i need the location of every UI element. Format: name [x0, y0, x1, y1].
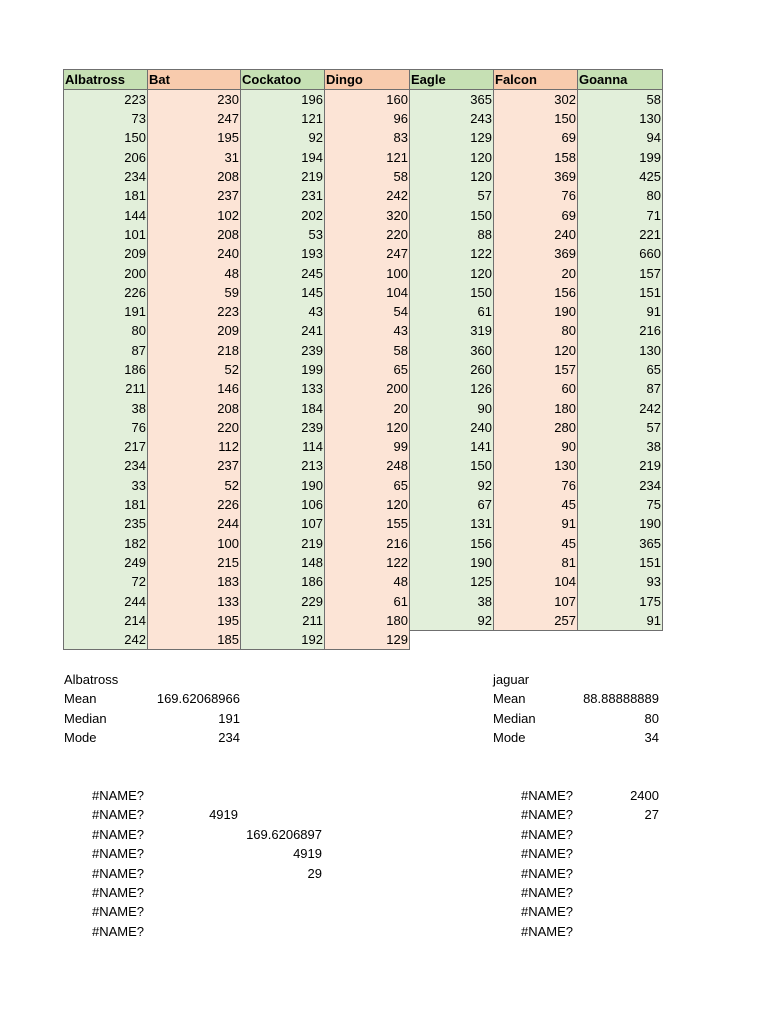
- table-cell[interactable]: 120: [325, 418, 410, 437]
- table-row: [64, 534, 663, 553]
- table-cell[interactable]: 102: [148, 205, 241, 224]
- table-cell[interactable]: 244: [148, 514, 241, 533]
- table-row: [64, 418, 663, 437]
- error-label[interactable]: #NAME?: [521, 904, 574, 920]
- table-cell[interactable]: 202: [241, 205, 325, 224]
- table-cell[interactable]: 155: [325, 514, 410, 533]
- stats-left-mode-value[interactable]: 234: [218, 730, 240, 746]
- table-cell[interactable]: 240: [494, 225, 578, 244]
- table-cell[interactable]: 240: [148, 244, 241, 263]
- table-cell[interactable]: 146: [148, 379, 241, 398]
- table-cell[interactable]: 65: [325, 360, 410, 379]
- table-cell[interactable]: 190: [494, 302, 578, 321]
- error-label[interactable]: #NAME?: [521, 826, 574, 842]
- table-cell[interactable]: 186: [241, 572, 325, 591]
- table-cell[interactable]: 219: [578, 456, 663, 475]
- table-cell[interactable]: 242: [325, 186, 410, 205]
- table-cell[interactable]: 234: [578, 476, 663, 495]
- table-cell[interactable]: 112: [148, 437, 241, 456]
- table-cell[interactable]: 239: [241, 341, 325, 360]
- stats-left-mean-value[interactable]: 169.62068966: [156, 691, 240, 707]
- table-cell[interactable]: 192: [241, 630, 325, 650]
- table-cell[interactable]: 150: [64, 128, 148, 147]
- table-cell[interactable]: 43: [241, 302, 325, 321]
- stats-left-mean-label[interactable]: Mean: [64, 691, 97, 707]
- table-cell[interactable]: 195: [148, 611, 241, 631]
- table-cell[interactable]: 75: [578, 495, 663, 514]
- stats-left-title[interactable]: Albatross: [64, 672, 119, 687]
- table-cell[interactable]: 150: [494, 109, 578, 128]
- table-cell[interactable]: 247: [148, 109, 241, 128]
- table-cell[interactable]: 121: [325, 148, 410, 167]
- table-cell[interactable]: 83: [325, 128, 410, 147]
- table-cell[interactable]: 219: [241, 534, 325, 553]
- table-cell[interactable]: 218: [148, 341, 241, 360]
- table-cell[interactable]: 129: [410, 128, 494, 147]
- table-cell[interactable]: 58: [578, 90, 663, 110]
- column-header[interactable]: Eagle: [410, 70, 494, 90]
- stats-right-title[interactable]: jaguar: [493, 672, 530, 687]
- table-cell[interactable]: 38: [64, 398, 148, 417]
- table-cell[interactable]: 221: [578, 225, 663, 244]
- table-cell[interactable]: 100: [325, 263, 410, 282]
- table-cell[interactable]: 93: [578, 572, 663, 591]
- table-cell[interactable]: 156: [410, 534, 494, 553]
- table-cell[interactable]: 130: [494, 456, 578, 475]
- table-cell[interactable]: 319: [410, 321, 494, 340]
- table-cell[interactable]: 216: [325, 534, 410, 553]
- error-label[interactable]: #NAME?: [521, 923, 574, 939]
- table-cell[interactable]: 185: [148, 630, 241, 650]
- error-row: [92, 864, 324, 883]
- table-cell[interactable]: 38: [578, 437, 663, 456]
- table-cell[interactable]: 91: [578, 611, 663, 631]
- table-cell[interactable]: 369: [494, 167, 578, 186]
- error-value[interactable]: 4919: [209, 807, 238, 823]
- table-cell[interactable]: 200: [325, 379, 410, 398]
- error-row: [92, 825, 324, 844]
- table-cell[interactable]: 100: [148, 534, 241, 553]
- table-cell[interactable]: 48: [148, 263, 241, 282]
- table-cell[interactable]: 229: [241, 591, 325, 610]
- table-row: [64, 476, 663, 495]
- table-cell[interactable]: 76: [64, 418, 148, 437]
- error-row: [92, 922, 324, 941]
- table-cell[interactable]: 231: [241, 186, 325, 205]
- table-cell[interactable]: 96: [325, 109, 410, 128]
- table-cell[interactable]: 65: [578, 360, 663, 379]
- table-cell[interactable]: 158: [494, 148, 578, 167]
- table-cell[interactable]: 184: [241, 398, 325, 417]
- table-cell[interactable]: 90: [494, 437, 578, 456]
- table-cell[interactable]: 145: [241, 283, 325, 302]
- table-cell[interactable]: 72: [64, 572, 148, 591]
- table-cell[interactable]: 150: [410, 205, 494, 224]
- table-cell[interactable]: 76: [494, 186, 578, 205]
- table-cell[interactable]: 360: [410, 341, 494, 360]
- table-cell[interactable]: 101: [64, 225, 148, 244]
- table-cell[interactable]: 237: [148, 456, 241, 475]
- table-cell[interactable]: 120: [410, 263, 494, 282]
- table-row: [64, 553, 663, 572]
- column-header[interactable]: Dingo: [325, 70, 410, 90]
- table-cell[interactable]: 302: [494, 90, 578, 110]
- table-cell[interactable]: 226: [148, 495, 241, 514]
- header-row: [64, 70, 663, 90]
- table-cell[interactable]: 58: [325, 341, 410, 360]
- table-cell[interactable]: 244: [64, 591, 148, 610]
- error-label[interactable]: #NAME?: [521, 846, 574, 862]
- table-row: [64, 398, 663, 417]
- error-row: [521, 883, 659, 902]
- table-row: [64, 128, 663, 147]
- table-cell[interactable]: 104: [494, 572, 578, 591]
- table-cell[interactable]: 196: [241, 90, 325, 110]
- table-row: [64, 302, 663, 321]
- table-cell[interactable]: 216: [578, 321, 663, 340]
- table-cell[interactable]: 80: [578, 186, 663, 205]
- table-cell[interactable]: 200: [64, 263, 148, 282]
- table-cell[interactable]: 220: [148, 418, 241, 437]
- table-cell[interactable]: 125: [410, 572, 494, 591]
- table-cell[interactable]: 180: [325, 611, 410, 631]
- table-cell[interactable]: 151: [578, 553, 663, 572]
- stats-left-median-label[interactable]: Median: [64, 710, 107, 726]
- table-cell[interactable]: 20: [494, 263, 578, 282]
- table-cell[interactable]: 45: [494, 534, 578, 553]
- table-cell[interactable]: 33: [64, 476, 148, 495]
- table-cell[interactable]: 157: [494, 360, 578, 379]
- table-cell[interactable]: 144: [64, 205, 148, 224]
- table-row: [64, 321, 663, 340]
- table-cell[interactable]: 88: [410, 225, 494, 244]
- table-cell[interactable]: 195: [148, 128, 241, 147]
- table-cell[interactable]: 60: [494, 379, 578, 398]
- stats-left-mode-label[interactable]: Mode: [64, 730, 97, 746]
- error-label[interactable]: #NAME?: [521, 807, 574, 823]
- table-cell[interactable]: 43: [325, 321, 410, 340]
- table-cell[interactable]: 69: [494, 128, 578, 147]
- table-row: [64, 167, 663, 186]
- table-cell[interactable]: 211: [64, 379, 148, 398]
- table-cell[interactable]: 242: [578, 398, 663, 417]
- table-cell[interactable]: 365: [410, 90, 494, 110]
- error-value[interactable]: 27: [644, 807, 659, 823]
- table-cell[interactable]: 57: [578, 418, 663, 437]
- table-row: [64, 186, 663, 205]
- stats-right-median-label[interactable]: Median: [493, 710, 536, 726]
- table-cell[interactable]: 248: [325, 456, 410, 475]
- table-cell[interactable]: 92: [410, 611, 494, 631]
- table-cell[interactable]: 242: [64, 630, 148, 650]
- table-cell[interactable]: 260: [410, 360, 494, 379]
- table-cell[interactable]: 280: [494, 418, 578, 437]
- empty-cell[interactable]: [410, 630, 494, 650]
- stats-left-median-value[interactable]: 191: [218, 710, 240, 726]
- table-cell[interactable]: 20: [325, 398, 410, 417]
- table-cell[interactable]: 191: [64, 302, 148, 321]
- empty-cell[interactable]: [494, 630, 578, 650]
- table-cell[interactable]: 53: [241, 225, 325, 244]
- table-cell[interactable]: 660: [578, 244, 663, 263]
- table-row: [64, 591, 663, 610]
- table-cell[interactable]: 193: [241, 244, 325, 263]
- error-row: [521, 825, 659, 844]
- error-row: [521, 864, 659, 883]
- table-cell[interactable]: 61: [410, 302, 494, 321]
- table-cell[interactable]: 120: [410, 167, 494, 186]
- table-cell[interactable]: 91: [494, 514, 578, 533]
- table-cell[interactable]: 122: [410, 244, 494, 263]
- error-label[interactable]: #NAME?: [92, 788, 145, 803]
- table-cell[interactable]: 183: [148, 572, 241, 591]
- table-cell[interactable]: 190: [410, 553, 494, 572]
- table-cell[interactable]: 209: [148, 321, 241, 340]
- table-row: [64, 341, 663, 360]
- error-label[interactable]: #NAME?: [521, 788, 574, 803]
- empty-cell[interactable]: [578, 630, 663, 650]
- table-row: [64, 148, 663, 167]
- table-cell[interactable]: 130: [578, 109, 663, 128]
- error-row: [521, 902, 659, 921]
- error-block-left: [92, 786, 324, 941]
- table-row: [64, 360, 663, 379]
- table-cell[interactable]: 120: [325, 495, 410, 514]
- table-cell[interactable]: 61: [325, 591, 410, 610]
- error-row: [92, 883, 324, 902]
- table-cell[interactable]: 160: [325, 90, 410, 110]
- table-cell[interactable]: 209: [64, 244, 148, 263]
- table-cell[interactable]: 120: [494, 341, 578, 360]
- stats-right-median-value[interactable]: 80: [644, 710, 659, 726]
- error-label[interactable]: #NAME?: [92, 904, 145, 920]
- table-cell[interactable]: 87: [64, 341, 148, 360]
- stats-right-mode-value[interactable]: 34: [644, 730, 659, 746]
- table-cell[interactable]: 245: [241, 263, 325, 282]
- table-cell[interactable]: 38: [410, 591, 494, 610]
- error-value[interactable]: 169.6206897: [246, 826, 322, 842]
- error-value[interactable]: 2400: [630, 788, 659, 803]
- table-row: [64, 456, 663, 475]
- table-cell[interactable]: 65: [325, 476, 410, 495]
- table-cell[interactable]: 92: [410, 476, 494, 495]
- error-label[interactable]: #NAME?: [92, 846, 145, 862]
- table-cell[interactable]: 80: [64, 321, 148, 340]
- table-cell[interactable]: 425: [578, 167, 663, 186]
- table-cell[interactable]: 211: [241, 611, 325, 631]
- table-row: [64, 572, 663, 591]
- error-row: [92, 844, 324, 863]
- table-row: [64, 437, 663, 456]
- table-cell[interactable]: 243: [410, 109, 494, 128]
- table-cell[interactable]: 320: [325, 205, 410, 224]
- table-cell[interactable]: 92: [241, 128, 325, 147]
- table-row: [64, 90, 663, 110]
- table-cell[interactable]: 54: [325, 302, 410, 321]
- table-cell[interactable]: 157: [578, 263, 663, 282]
- table-cell[interactable]: 257: [494, 611, 578, 631]
- table-cell[interactable]: 194: [241, 148, 325, 167]
- table-cell[interactable]: 59: [148, 283, 241, 302]
- table-cell[interactable]: 131: [410, 514, 494, 533]
- error-value[interactable]: 29: [307, 865, 322, 881]
- error-value[interactable]: 4919: [293, 846, 322, 862]
- table-row: [64, 225, 663, 244]
- table-cell[interactable]: 114: [241, 437, 325, 456]
- table-cell[interactable]: 151: [578, 283, 663, 302]
- column-header[interactable]: Bat: [148, 70, 241, 90]
- table-cell[interactable]: 217: [64, 437, 148, 456]
- table-cell[interactable]: 186: [64, 360, 148, 379]
- table-cell[interactable]: 190: [578, 514, 663, 533]
- table-cell[interactable]: 199: [578, 148, 663, 167]
- table-cell[interactable]: 208: [148, 398, 241, 417]
- table-cell[interactable]: 133: [148, 591, 241, 610]
- table-cell[interactable]: 369: [494, 244, 578, 263]
- table-row: [64, 514, 663, 533]
- error-label[interactable]: #NAME?: [521, 865, 574, 881]
- table-cell[interactable]: 31: [148, 148, 241, 167]
- table-cell[interactable]: 99: [325, 437, 410, 456]
- table-cell[interactable]: 150: [410, 283, 494, 302]
- table-cell[interactable]: 206: [64, 148, 148, 167]
- table-cell[interactable]: 220: [325, 225, 410, 244]
- table-cell[interactable]: 69: [494, 205, 578, 224]
- table-cell[interactable]: 213: [241, 456, 325, 475]
- table-cell[interactable]: 208: [148, 225, 241, 244]
- table-cell[interactable]: 106: [241, 495, 325, 514]
- stats-right-mean-label[interactable]: Mean: [493, 691, 526, 707]
- table-cell[interactable]: 104: [325, 283, 410, 302]
- table-cell[interactable]: 91: [578, 302, 663, 321]
- table-cell[interactable]: 73: [64, 109, 148, 128]
- table-cell[interactable]: 180: [494, 398, 578, 417]
- table-cell[interactable]: 133: [241, 379, 325, 398]
- table-row: [64, 379, 663, 398]
- error-label[interactable]: #NAME?: [92, 884, 145, 900]
- table-cell[interactable]: 58: [325, 167, 410, 186]
- column-header[interactable]: Falcon: [494, 70, 578, 90]
- error-label[interactable]: #NAME?: [92, 865, 145, 881]
- error-row: [521, 786, 659, 805]
- table-cell[interactable]: 121: [241, 109, 325, 128]
- table-cell[interactable]: 120: [410, 148, 494, 167]
- table-cell[interactable]: 156: [494, 283, 578, 302]
- table-cell[interactable]: 234: [64, 167, 148, 186]
- table-row: [64, 263, 663, 282]
- error-row: [521, 922, 659, 941]
- table-cell[interactable]: 223: [148, 302, 241, 321]
- table-row: [64, 630, 663, 650]
- table-cell[interactable]: 223: [64, 90, 148, 110]
- table-cell[interactable]: 45: [494, 495, 578, 514]
- error-label[interactable]: #NAME?: [92, 923, 145, 939]
- column-header[interactable]: Albatross: [64, 70, 148, 90]
- table-cell[interactable]: 208: [148, 167, 241, 186]
- table-cell[interactable]: 219: [241, 167, 325, 186]
- table-cell[interactable]: 226: [64, 283, 148, 302]
- table-row: [64, 109, 663, 128]
- table-cell[interactable]: 57: [410, 186, 494, 205]
- table-cell[interactable]: 199: [241, 360, 325, 379]
- error-label[interactable]: #NAME?: [521, 884, 574, 900]
- table-row: [64, 205, 663, 224]
- table-cell[interactable]: 107: [241, 514, 325, 533]
- table-cell[interactable]: 52: [148, 360, 241, 379]
- table-cell[interactable]: 122: [325, 553, 410, 572]
- table-cell[interactable]: 241: [241, 321, 325, 340]
- table-cell[interactable]: 182: [64, 534, 148, 553]
- table-cell[interactable]: 67: [410, 495, 494, 514]
- table-cell[interactable]: 230: [148, 90, 241, 110]
- error-row: [92, 805, 324, 824]
- column-header[interactable]: Cockatoo: [241, 70, 325, 90]
- table-row: [64, 495, 663, 514]
- table-cell[interactable]: 239: [241, 418, 325, 437]
- table-cell[interactable]: 215: [148, 553, 241, 572]
- data-table: [63, 69, 663, 650]
- table-row: [64, 611, 663, 631]
- table-cell[interactable]: 365: [578, 534, 663, 553]
- table-cell[interactable]: 80: [494, 321, 578, 340]
- table-cell[interactable]: 52: [148, 476, 241, 495]
- table-cell[interactable]: 214: [64, 611, 148, 631]
- table-cell[interactable]: 141: [410, 437, 494, 456]
- table-cell[interactable]: 94: [578, 128, 663, 147]
- table-cell[interactable]: 76: [494, 476, 578, 495]
- table-row: [64, 283, 663, 302]
- table-cell[interactable]: 240: [410, 418, 494, 437]
- table-cell[interactable]: 150: [410, 456, 494, 475]
- table-cell[interactable]: 190: [241, 476, 325, 495]
- table-cell[interactable]: 247: [325, 244, 410, 263]
- error-label[interactable]: #NAME?: [92, 826, 145, 842]
- table-cell[interactable]: 181: [64, 495, 148, 514]
- table-cell[interactable]: 130: [578, 341, 663, 360]
- error-block-right: [521, 786, 659, 941]
- table-cell[interactable]: 71: [578, 205, 663, 224]
- stats-right-mean-value[interactable]: 88.88888889: [583, 691, 659, 707]
- table-cell[interactable]: 126: [410, 379, 494, 398]
- table-cell[interactable]: 148: [241, 553, 325, 572]
- stats-left: [64, 670, 240, 748]
- column-header[interactable]: Goanna: [578, 70, 663, 90]
- table-cell[interactable]: 107: [494, 591, 578, 610]
- table-cell[interactable]: 181: [64, 186, 148, 205]
- error-row: [92, 902, 324, 921]
- error-row: [92, 786, 324, 805]
- table-cell[interactable]: 234: [64, 456, 148, 475]
- table-cell[interactable]: 175: [578, 591, 663, 610]
- error-row: [521, 805, 659, 824]
- error-row: [521, 844, 659, 863]
- table-row: [64, 244, 663, 263]
- table-cell[interactable]: 249: [64, 553, 148, 572]
- stats-right: [493, 670, 659, 748]
- error-label[interactable]: #NAME?: [92, 807, 145, 823]
- table-cell[interactable]: 235: [64, 514, 148, 533]
- table-cell[interactable]: 48: [325, 572, 410, 591]
- table-cell[interactable]: 87: [578, 379, 663, 398]
- table-cell[interactable]: 81: [494, 553, 578, 572]
- table-cell[interactable]: 90: [410, 398, 494, 417]
- table-cell[interactable]: 237: [148, 186, 241, 205]
- table-cell[interactable]: 129: [325, 630, 410, 650]
- stats-right-mode-label[interactable]: Mode: [493, 730, 526, 746]
